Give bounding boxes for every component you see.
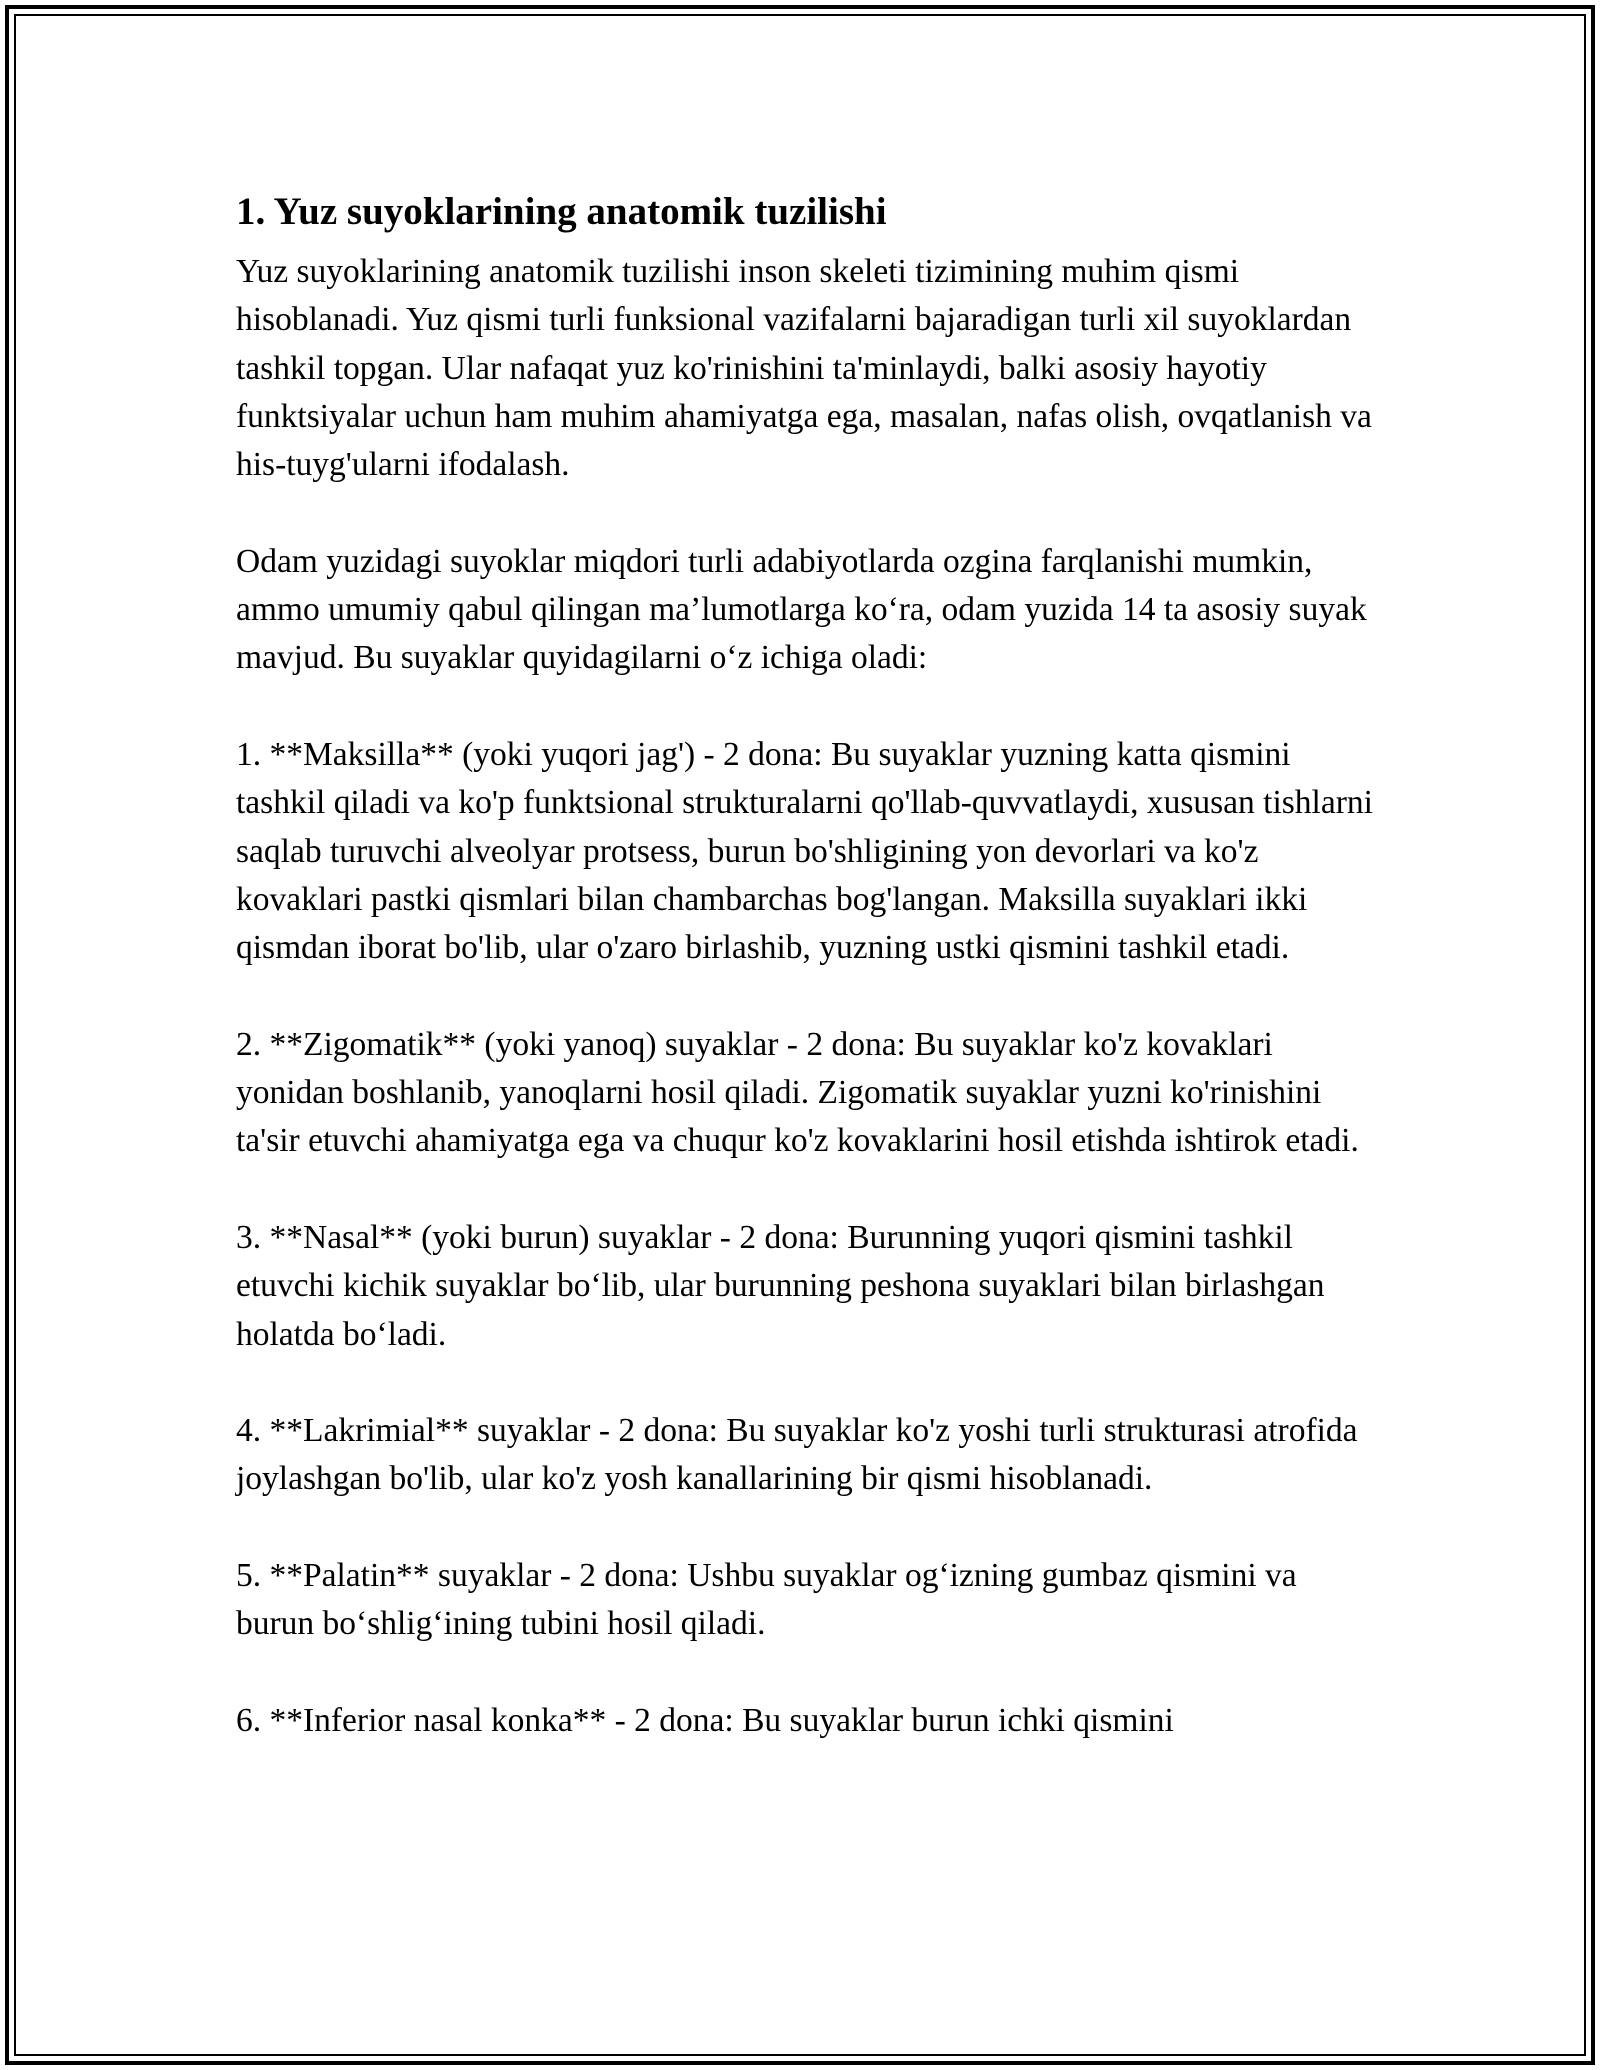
list-item-zigomatik: 2. **Zigomatik** (yoki yanoq) suyaklar - 2 dona: Bu suyaklar ko'z kovaklari yonidan boshlanib, yanoqlarni hosil qiladi. Zigomatik suyaklar yuzni ko'rinishini ta'sir etuvchi ahamiyatga ega va chuqur ko'z kovaklarini hosil etishda ishtirok etadi. [236, 1025, 1359, 1160]
paragraph-intro: Yuz suyoklarining anatomik tuzilishi inson skeleti tizimining muhim qismi hisoblanadi. Yuz qismi turli funksional vazifalarni bajaradigan turli xil suyoklardan tashkil topgan. Ular nafaqat yuz ko'rinishini ta'minlaydi, balki asosiy hayotiy funktsiyalar uchun ham muhim ahamiyatga ega, masalan, nafas olish, ovqatlanish va his-tuyg'ularni ifodalash. [236, 253, 1372, 484]
list-item-palatin: 5. **Palatin** suyaklar - 2 dona: Ushbu suyaklar og‘izning gumbaz qismini va burun bo‘shlig‘ining tubini hosil qiladi. [236, 1557, 1297, 1643]
paragraph-bone-count: Odam yuzidagi suyoklar miqdori turli adabiyotlarda ozgina farqlanishi mumkin, ammo umumiy qabul qilingan ma’lumotlarga ko‘ra, odam yuzida 14 ta asosiy suyak mavjud. Bu suyaklar quyidagilarni o‘z ichiga oladi: [236, 542, 1367, 677]
list-item-inferior-nasal-konka: 6. **Inferior nasal konka** - 2 dona: Bu suyaklar burun ichki qismini [236, 1701, 1174, 1739]
list-item-nasal: 3. **Nasal** (yoki burun) suyaklar - 2 dona: Burunning yuqori qismini tashkil etuvchi kichik suyaklar bo‘lib, ular burunning peshona suyaklari bilan birlashgan holatda bo‘ladi. [236, 1218, 1325, 1353]
document-body [236, 186, 1376, 1794]
list-item-lakrimial: 4. **Lakrimial** suyaklar - 2 dona: Bu suyaklar ko'z yoshi turli strukturasi atrofida joylashgan bo'lib, ular ko'z yosh kanallarining bir qismi hisoblanadi. [236, 1412, 1358, 1498]
list-item-maksilla: 1. **Maksilla** (yoki yuqori jag') - 2 dona: Bu suyaklar yuzning katta qismini tashkil qiladi va ko'p funktsional strukturalarni qo'llab-quvvatlaydi, xususan tishlarni saqlab turuvchi alveolyar protsess, burun bo'shligining yon devorlari va ko'z kovaklari pastki qismlari bilan chambarchas bog'langan. Maksilla suyaklari ikki qismdan iborat bo'lib, ular o'zaro birlashib, yuzning ustki qismini tashkil etadi. [236, 735, 1373, 967]
section-heading: 1. Yuz suyoklarining anatomik tuzilishi [236, 190, 887, 233]
